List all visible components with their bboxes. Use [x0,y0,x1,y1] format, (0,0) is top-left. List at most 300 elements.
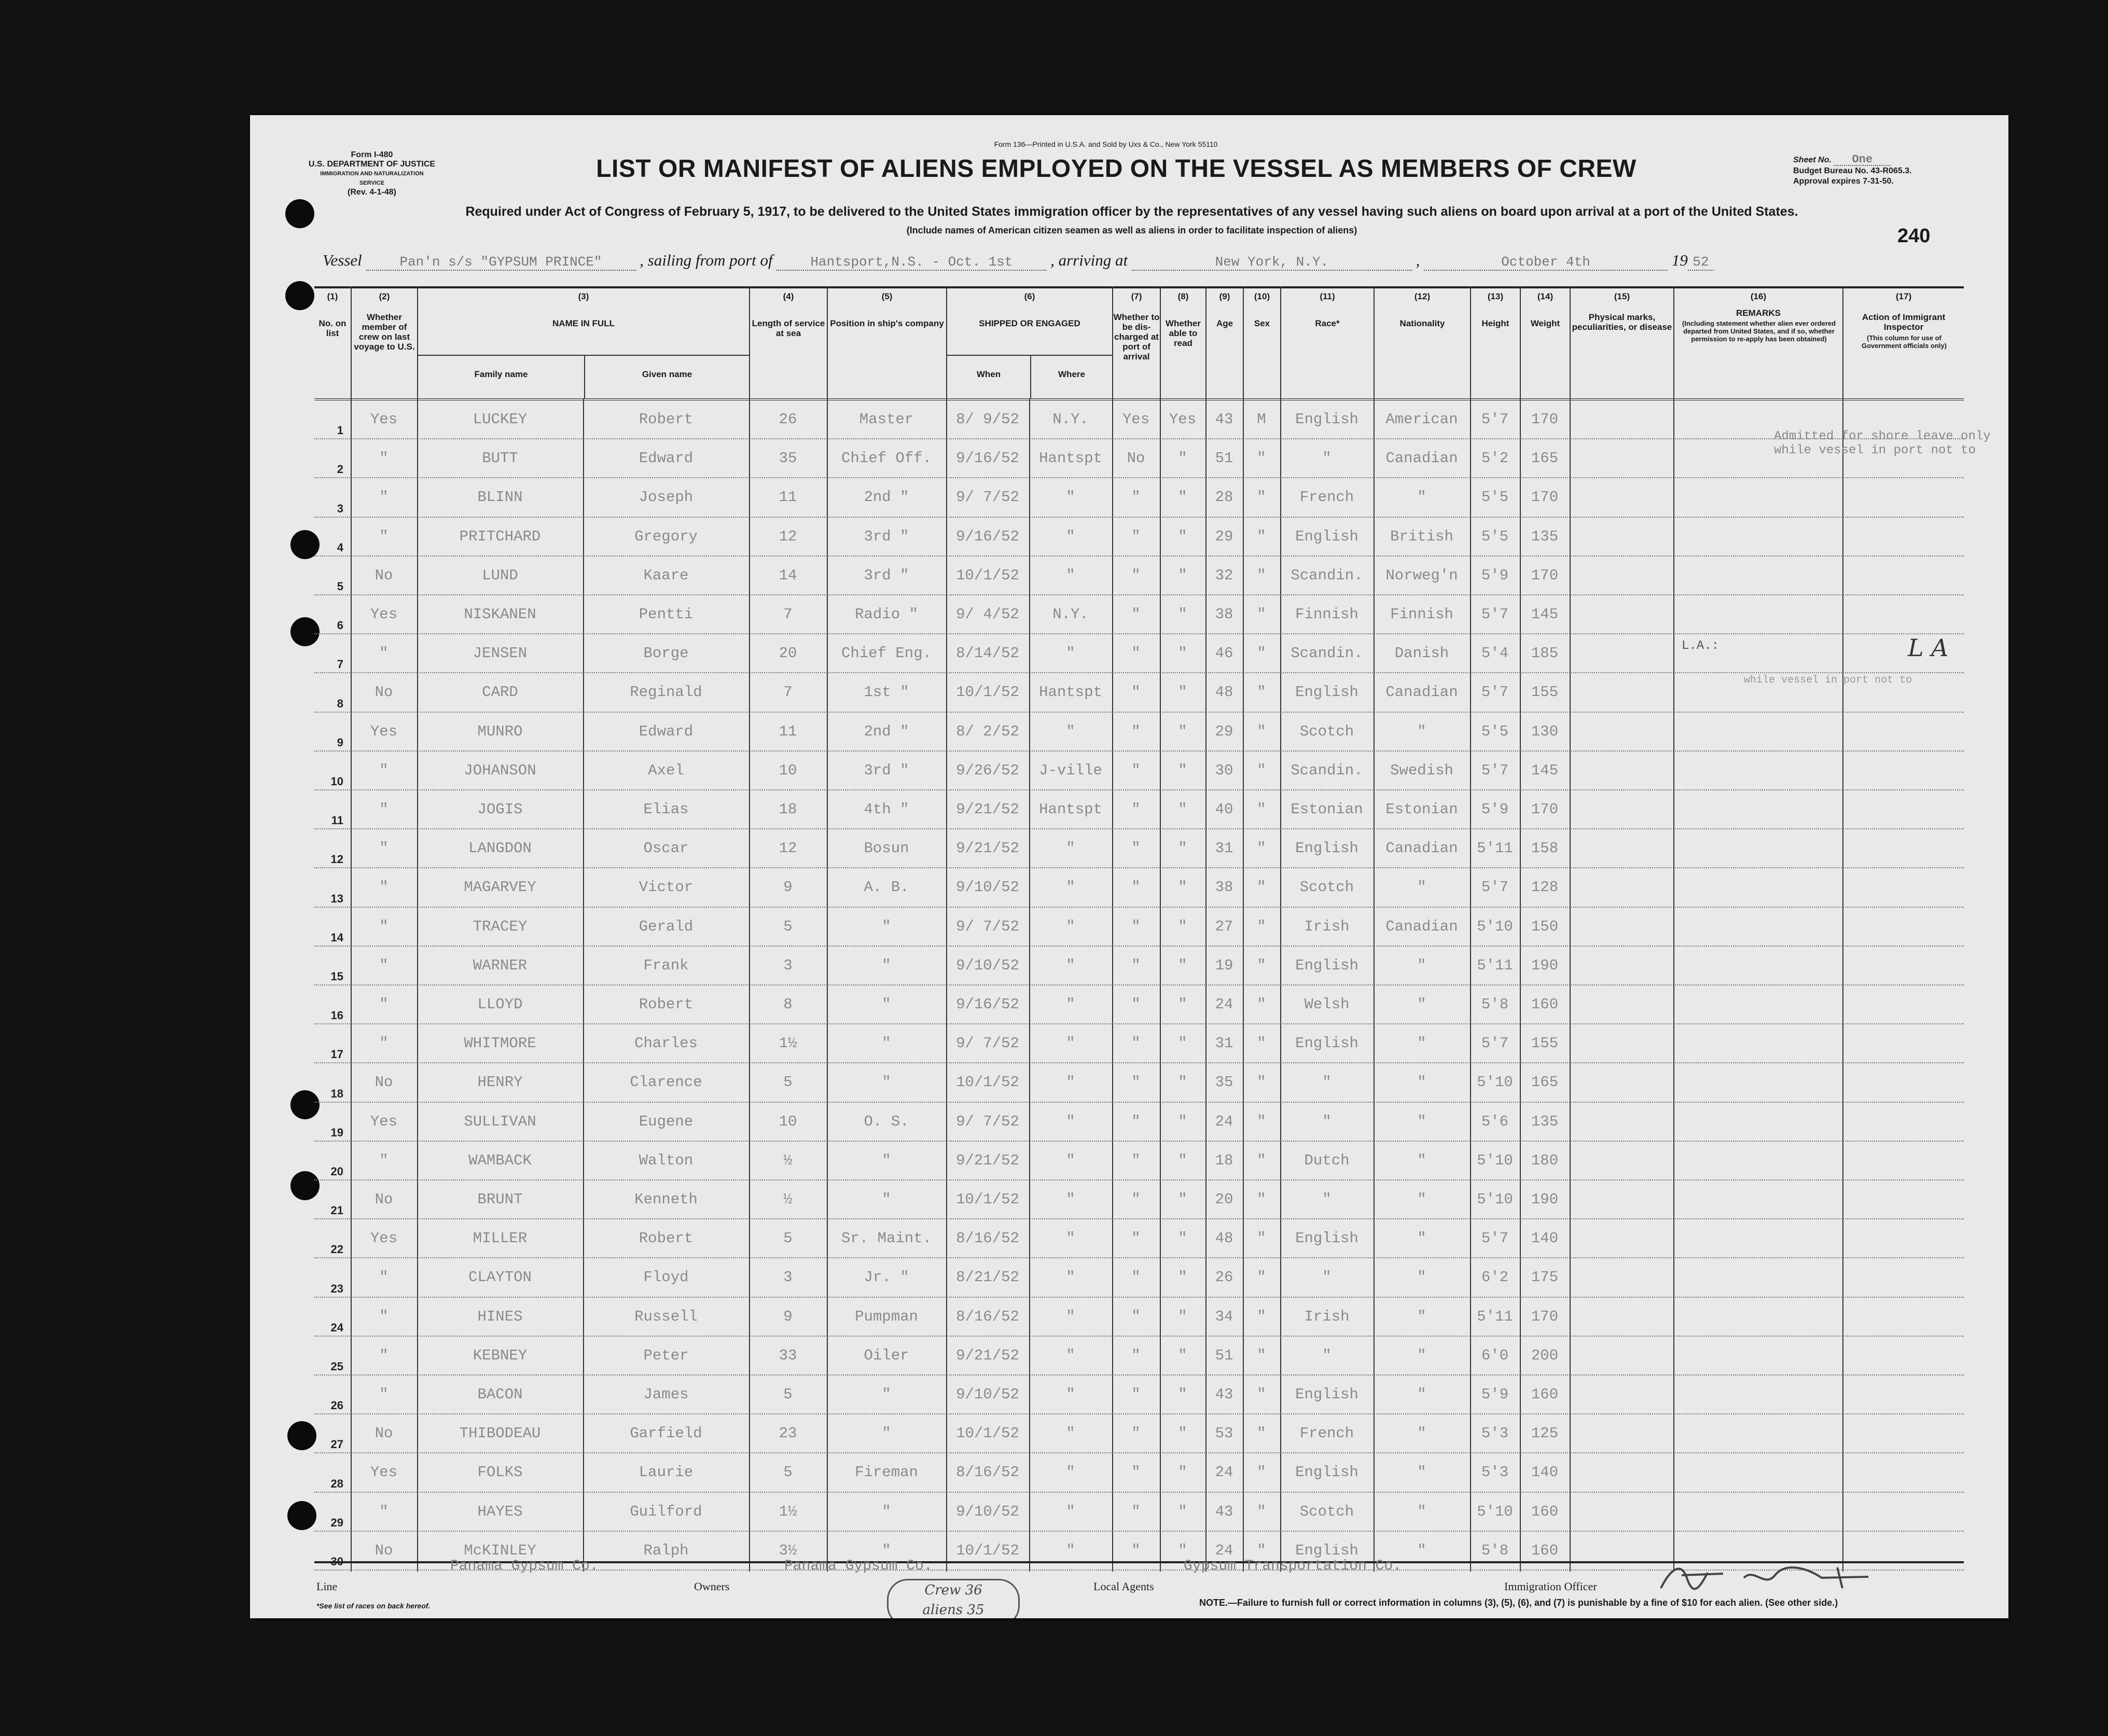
cell-last: " [379,996,389,1013]
cell-age: 48 [1215,684,1233,701]
cell-disch: " [1131,1230,1141,1247]
cell-disch: " [1131,684,1141,701]
cell-read: " [1178,1386,1187,1403]
cell-nat: " [1417,1541,1426,1559]
cell-given: Reginald [630,684,702,701]
cell-where: J-ville [1039,761,1102,779]
cell-disch: " [1131,1269,1141,1286]
cell-last: " [379,879,389,896]
cell-read: " [1178,1308,1187,1325]
cell-ht: 5'10 [1477,1191,1513,1208]
row-rule [314,1179,1964,1181]
cell-family: BUTT [482,450,518,467]
cell-when: 9/16/52 [956,527,1019,545]
row-number: 18 [330,1087,343,1100]
cell-given: Victor [639,879,694,896]
cell-sex: " [1257,840,1266,857]
cell-wt: 165 [1531,450,1559,467]
cell-family: HINES [477,1308,523,1325]
cell-len: 10 [779,761,797,779]
cell-read: " [1178,1113,1187,1130]
cell-where: " [1066,840,1075,857]
cell-len: 35 [779,450,797,467]
cell-race: Estonian [1291,801,1363,818]
cell-race: Scotch [1299,723,1354,740]
cell-nat: " [1417,1346,1426,1364]
cell-wt: 150 [1531,918,1559,935]
cell-race: English [1295,956,1358,974]
approval-expires: Approval expires 7-31-50. [1793,177,1894,186]
cell-ht: 5'10 [1477,918,1513,935]
punch-hole [285,281,314,310]
cell-len: 33 [779,1346,797,1364]
row-rule [314,555,1964,557]
cell-nat: " [1417,1230,1426,1247]
cell-pos: Chief Off. [841,450,932,467]
remarks-subtext: (Including statement whether alien ever ordered departed from United States, and if so, whether permission to re-apply has been obtained) [1682,320,1836,343]
row-number: 19 [330,1126,343,1139]
row-number: 27 [330,1438,343,1451]
cell-last: No [375,1425,393,1442]
cell-disch: Yes [1122,411,1150,428]
family-name-label: Family name [474,369,528,379]
cell-read: " [1178,840,1187,857]
revision: (Rev. 4-1-48) [348,188,396,197]
cell-where: " [1066,1503,1075,1520]
cell-last: " [379,761,389,779]
row-number: 2 [337,463,343,476]
arrival-year: 52 [1688,254,1714,271]
cell-given: Gregory [634,527,698,545]
cell-sex: " [1257,801,1266,818]
page-title: LIST OR MANIFEST OF ALIENS EMPLOYED ON THE VESSEL AS MEMBERS OF CREW [596,155,1637,183]
cell-disch: " [1131,1503,1141,1520]
row-rule [314,672,1964,673]
cell-last: " [379,489,389,506]
cell-read: " [1178,761,1187,779]
cell-pos: " [882,1191,891,1208]
cell-age: 29 [1215,723,1233,740]
cell-where: " [1066,1074,1075,1091]
cell-pos: 3rd " [864,761,909,779]
punch-hole [285,199,314,228]
cell-sex: " [1257,489,1266,506]
col-shipped-header: (6) SHIPPED OR ENGAGED When Where [946,286,1112,398]
row-number: 7 [337,658,343,671]
cell-family: HENRY [477,1074,523,1091]
cell-nat: Estonian [1385,801,1458,818]
cell-family: MAGARVEY [464,879,536,896]
cell-sex: " [1257,723,1266,740]
cell-nat: Danish [1394,645,1449,662]
cell-given: Ralph [643,1541,689,1559]
cell-len: 5 [783,1074,793,1091]
cell-nat: British [1390,527,1453,545]
row-number: 21 [330,1204,343,1217]
cell-disch: " [1131,645,1141,662]
cell-family: THIBODEAU [459,1425,541,1442]
cell-wt: 155 [1531,684,1559,701]
cell-race: English [1295,527,1358,545]
cell-read: " [1178,1230,1187,1247]
cell-wt: 128 [1531,879,1559,896]
cell-wt: 160 [1531,996,1559,1013]
cell-wt: 180 [1531,1151,1559,1169]
cell-race: English [1295,1230,1358,1247]
sheet-label: Sheet No. [1793,156,1832,164]
cell-pos: " [882,956,891,974]
cell-pos: O. S. [864,1113,909,1130]
cell-given: Guilford [630,1503,702,1520]
cell-age: 38 [1215,606,1233,623]
required-statement: Required under Act of Congress of February 5, 1917, to be delivered to the United States immigration officer by the representatives of any vessel having such aliens on board upon arrival at a port of the United States. [465,204,1798,219]
remark-row-2: Admitted for shore leave only while vessel in port not to [1774,429,1991,457]
cell-disch: " [1131,918,1141,935]
cell-where: " [1066,1308,1075,1325]
cell-given: Robert [639,1230,694,1247]
cell-last: No [375,1074,393,1091]
cell-disch: No [1127,450,1145,467]
cell-sex: " [1257,996,1266,1013]
row-rule [314,438,1964,439]
action-row-7: L A [1908,634,1949,662]
cell-race: " [1322,1113,1332,1130]
cell-given: Eugene [639,1113,694,1130]
row-number: 5 [337,580,343,593]
row-rule [314,633,1964,634]
row-rule [314,946,1964,947]
cell-wt: 160 [1531,1503,1559,1520]
cell-ht: 5'3 [1481,1425,1509,1442]
agents-label: Local Agents [1093,1580,1154,1593]
cell-ht: 5'7 [1481,879,1509,896]
year-prefix: 19 [1671,251,1688,269]
cell-when: 9/10/52 [956,879,1019,896]
cell-last: " [379,645,389,662]
cell-disch: " [1131,996,1141,1013]
cell-age: 19 [1215,956,1233,974]
cell-read: " [1178,879,1187,896]
cell-age: 32 [1215,566,1233,584]
cell-where: " [1066,1191,1075,1208]
cell-nat: " [1417,489,1426,506]
cell-when: 9/21/52 [956,1151,1019,1169]
cell-last: " [379,956,389,974]
cell-read: " [1178,489,1187,506]
cell-nat: " [1417,1308,1426,1325]
cell-disch: " [1131,840,1141,857]
agents-value: Gypsum Transportation Co. [1184,1558,1402,1574]
cell-where: " [1066,1346,1075,1364]
cell-last: Yes [370,1230,398,1247]
cell-age: 24 [1215,1464,1233,1481]
cell-read: " [1178,723,1187,740]
cell-nat: Finnish [1390,606,1453,623]
cell-race: Scotch [1299,1503,1354,1520]
cell-pos: " [882,1151,891,1169]
cell-disch: " [1131,1541,1141,1559]
cell-given: Robert [639,996,694,1013]
cell-len: 23 [779,1425,797,1442]
cell-wt: 135 [1531,527,1559,545]
cell-nat: Canadian [1385,684,1458,701]
cell-disch: " [1131,1346,1141,1364]
cell-len: 12 [779,527,797,545]
cell-pos: Radio " [855,606,918,623]
cell-ht: 6'0 [1481,1346,1509,1364]
service: IMMIGRATION AND NATURALIZATION SERVICE [320,171,424,186]
cell-family: JOHANSON [464,761,536,779]
cell-race: " [1322,1269,1332,1286]
cell-race: French [1299,1425,1354,1442]
row-number: 23 [330,1282,343,1295]
arriving-port: New York, N.Y. [1132,254,1412,271]
owners-value: Panama Gypsum Co. [784,1558,933,1574]
cell-len: 3 [783,1269,793,1286]
cell-sex: " [1257,1541,1266,1559]
cell-family: JOGIS [477,801,523,818]
cell-family: KEBNEY [473,1346,528,1364]
cell-race: " [1322,450,1332,467]
cell-ht: 5'2 [1481,450,1509,467]
cell-last: No [375,566,393,584]
cell-last: " [379,1346,389,1364]
cell-given: Walton [639,1151,694,1169]
arrival-date: October 4th [1424,254,1668,271]
cell-age: 40 [1215,801,1233,818]
cell-when: 9/21/52 [956,801,1019,818]
cell-nat: " [1417,996,1426,1013]
cell-ht: 5'10 [1477,1151,1513,1169]
col-name-header: (3) NAME IN FULL Family name Given name [417,286,749,398]
cell-read: " [1178,1035,1187,1052]
cell-where: " [1066,1541,1075,1559]
cell-pos: " [882,1386,891,1403]
cell-race: English [1295,1386,1358,1403]
cell-given: Edward [639,723,694,740]
cell-when: 10/1/52 [956,1541,1019,1559]
cell-sex: " [1257,450,1266,467]
cell-len: 5 [783,1230,793,1247]
cell-where: " [1066,918,1075,935]
cell-len: 14 [779,566,797,584]
cell-wt: 155 [1531,1035,1559,1052]
row-number: 17 [330,1048,343,1061]
cell-read: " [1178,996,1187,1013]
row-rule [314,1062,1964,1063]
cell-sex: " [1257,1346,1266,1364]
sheet-block [1793,155,1949,187]
vessel-label: Vessel [323,251,362,269]
cell-where: " [1066,566,1075,584]
row-number: 29 [330,1516,343,1529]
cell-last: " [379,918,389,935]
cell-disch: " [1131,1074,1141,1091]
col-remarks-header: (16) REMARKS (Including statement whether alien ever ordered departed from United States, and if so, whether permission to re-apply has been obtained) [1673,286,1842,398]
manifest-sheet [250,115,2008,1618]
cell-where: Hantspt [1039,450,1102,467]
cell-race: " [1322,1191,1332,1208]
row-number: 30 [330,1555,343,1568]
cell-nat: " [1417,1503,1426,1520]
crew-count-annotation [887,1579,1020,1618]
cell-disch: " [1131,1425,1141,1442]
cell-read: " [1178,1346,1187,1364]
cell-where: Hantspt [1039,684,1102,701]
cell-sex: " [1257,645,1266,662]
cell-race: Dutch [1304,1151,1350,1169]
cell-read: " [1178,645,1187,662]
cell-age: 51 [1215,1346,1233,1364]
cell-len: 9 [783,879,793,896]
cell-sex: " [1257,1035,1266,1052]
cell-where: N.Y. [1052,411,1089,428]
cell-where: N.Y. [1052,606,1089,623]
cell-len: 26 [779,411,797,428]
cell-pos: Master [859,411,914,428]
cell-wt: 170 [1531,801,1559,818]
cell-when: 10/1/52 [956,1191,1019,1208]
cell-age: 53 [1215,1425,1233,1442]
cell-pos: " [882,1035,891,1052]
cell-when: 9/10/52 [956,956,1019,974]
cell-wt: 185 [1531,645,1559,662]
cell-nat: " [1417,1035,1426,1052]
cell-read: " [1178,1151,1187,1169]
cell-nat: " [1417,956,1426,974]
row-number: 14 [330,931,343,944]
cell-len: 3½ [779,1541,797,1559]
col-race-header: (11) Race* [1280,286,1374,398]
cell-ht: 5'3 [1481,1464,1509,1481]
cell-disch: " [1131,527,1141,545]
cell-family: LUND [482,566,518,584]
cell-family: SULLIVAN [464,1113,536,1130]
cell-given: Frank [643,956,689,974]
cell-pos: Fireman [855,1464,918,1481]
cell-race: Welsh [1304,996,1350,1013]
cell-family: BLINN [477,489,523,506]
cell-len: 11 [779,489,797,506]
cell-given: Garfield [630,1425,702,1442]
row-number: 26 [330,1399,343,1412]
cell-disch: " [1131,566,1141,584]
cell-disch: " [1131,606,1141,623]
cell-given: Joseph [639,489,694,506]
cell-where: " [1066,723,1075,740]
cell-pos: " [882,1541,891,1559]
cell-when: 9/10/52 [956,1503,1019,1520]
cell-sex: " [1257,566,1266,584]
cell-ht: 5'8 [1481,1541,1509,1559]
cell-family: BACON [477,1386,523,1403]
row-rule [314,789,1964,790]
cell-nat: " [1417,1386,1426,1403]
officer-signature [1651,1557,1894,1599]
cell-len: 18 [779,801,797,818]
cell-where: " [1066,996,1075,1013]
cell-read: " [1178,801,1187,818]
cell-ht: 5'5 [1481,723,1509,740]
cell-len: 7 [783,606,793,623]
cell-len: 7 [783,684,793,701]
cell-where: " [1066,1113,1075,1130]
cell-where: Hantspt [1039,801,1102,818]
cell-len: 1½ [779,1035,797,1052]
stamp-number: 240 [1897,225,1931,247]
cell-ht: 5'7 [1481,1035,1509,1052]
cell-family: JENSEN [473,645,528,662]
cell-given: Elias [643,801,689,818]
row-number: 8 [337,697,343,710]
budget-bureau: Budget Bureau No. 43-R065.3. [1793,166,1912,175]
row-number: 24 [330,1321,343,1334]
cell-last: Yes [370,723,398,740]
cell-disch: " [1131,1464,1141,1481]
col-nationality-header: (12) Nationality [1374,286,1470,398]
cell-age: 27 [1215,918,1233,935]
cell-last: " [379,1035,389,1052]
col-age-header: (9) Age [1205,286,1243,398]
cell-read: " [1178,1541,1187,1559]
cell-race: " [1322,1074,1332,1091]
cell-age: 31 [1215,840,1233,857]
cell-pos: 3rd " [864,566,909,584]
row-rule [314,1023,1964,1024]
cell-nat: Canadian [1385,840,1458,857]
cell-ht: 5'10 [1477,1503,1513,1520]
cell-wt: 170 [1531,489,1559,506]
cell-nat: " [1417,1191,1426,1208]
cell-disch: " [1131,761,1141,779]
cell-len: ½ [783,1191,793,1208]
cell-last: Yes [370,1464,398,1481]
cell-ht: 5'11 [1477,840,1513,857]
cell-read: " [1178,1425,1187,1442]
cell-wt: 160 [1531,1541,1559,1559]
cell-age: 38 [1215,879,1233,896]
cell-wt: 175 [1531,1269,1559,1286]
cell-when: 9/21/52 [956,1346,1019,1364]
cell-sex: " [1257,527,1266,545]
col-height-header: (13) Height [1470,286,1520,398]
cell-ht: 5'9 [1481,1386,1509,1403]
cell-sex: " [1257,1230,1266,1247]
row-number: 1 [337,424,343,437]
cell-sex: " [1257,1386,1266,1403]
cell-last: Yes [370,1113,398,1130]
cell-race: Scandin. [1291,761,1363,779]
cell-family: TRACEY [473,918,528,935]
form-printer-line: Form 136—Printed in U.S.A. and Sold by Uxs & Co., New York 55110 [994,140,1218,148]
cell-disch: " [1131,801,1141,818]
row-number: 16 [330,1009,343,1022]
department: U.S. DEPARTMENT OF JUSTICE [308,160,436,169]
cell-sex: " [1257,956,1266,974]
cell-sex: " [1257,918,1266,935]
row-rule [314,907,1964,908]
cell-pos: 2nd " [864,723,909,740]
cell-family: PRITCHARD [459,527,541,545]
cell-wt: 170 [1531,1308,1559,1325]
cell-age: 48 [1215,1230,1233,1247]
cell-len: 11 [779,723,797,740]
crew-count: Crew 36 [924,1582,982,1598]
row-number: 25 [330,1360,343,1373]
remark-row-8: while vessel in port not to [1744,674,1912,686]
cell-race: Scotch [1299,879,1354,896]
cell-pos: 4th " [864,801,909,818]
